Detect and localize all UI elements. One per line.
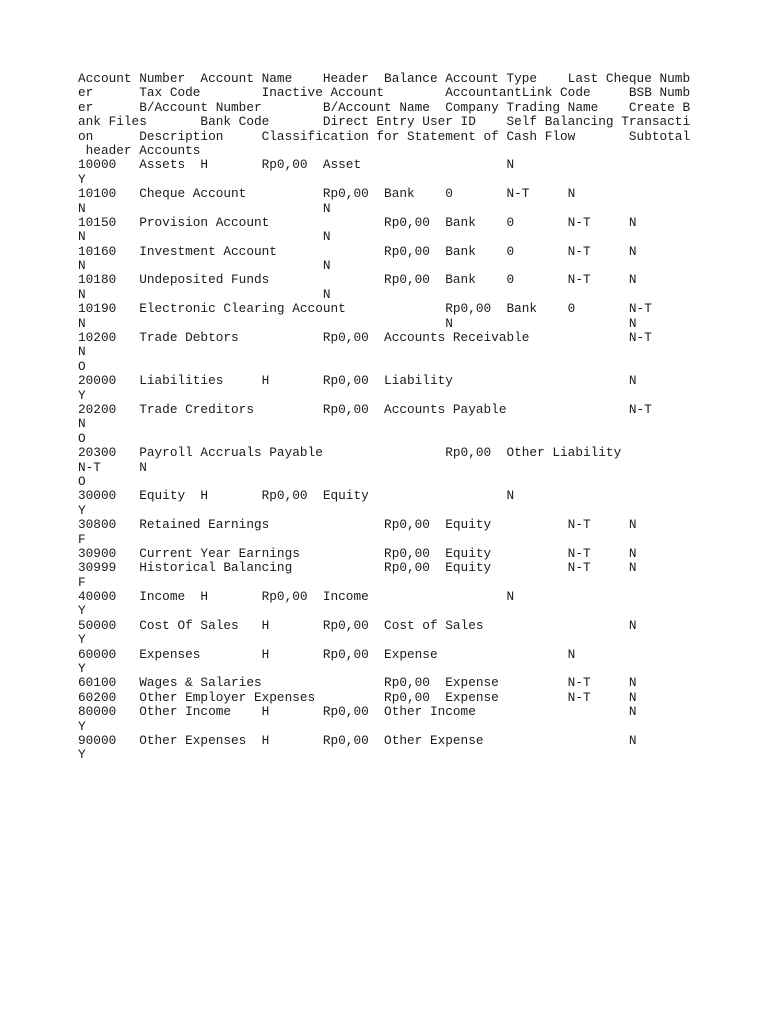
- account-row: N N: [78, 258, 331, 274]
- account-row: Y: [78, 718, 86, 734]
- account-row: Y: [78, 171, 86, 187]
- account-row: 20300 Payroll Accruals Payable Rp0,00 Other Liability: [78, 445, 622, 461]
- account-row: 80000 Other Income H Rp0,00 Other Income N: [78, 704, 637, 720]
- account-row: 40000 Income H Rp0,00 Income N: [78, 589, 515, 605]
- account-row: N: [78, 344, 86, 360]
- account-row: Y: [78, 747, 86, 763]
- account-row: 30800 Retained Earnings Rp0,00 Equity N-T N: [78, 517, 637, 533]
- account-row: 30999 Historical Balancing Rp0,00 Equity N-T N: [78, 560, 637, 576]
- account-row: 20000 Liabilities H Rp0,00 Liability N: [78, 373, 637, 389]
- header-line: header Accounts: [78, 142, 201, 158]
- account-row: N N: [78, 286, 331, 302]
- account-row: O: [78, 430, 86, 446]
- header-line: er Tax Code Inactive Account AccountantLink Code BSB Numb: [78, 85, 691, 101]
- account-row: 10000 Assets H Rp0,00 Asset N: [78, 157, 515, 173]
- account-row: 10160 Investment Account Rp0,00 Bank 0 N-T N: [78, 243, 637, 259]
- account-row: 60000 Expenses H Rp0,00 Expense N: [78, 646, 576, 662]
- account-row: 10150 Provision Account Rp0,00 Bank 0 N-T N: [78, 214, 637, 230]
- account-row: 10190 Electronic Clearing Account Rp0,00 Bank 0 N-T: [78, 301, 652, 317]
- account-row: N N N: [78, 315, 637, 331]
- account-row: Y: [78, 603, 86, 619]
- account-row: 10180 Undeposited Funds Rp0,00 Bank 0 N-T N: [78, 272, 637, 288]
- account-row: O: [78, 473, 86, 489]
- header-line: on Description Classification for Statement of Cash Flow Subtotal: [78, 128, 691, 144]
- header-line: er B/Account Number B/Account Name Company Trading Name Create B: [78, 99, 691, 115]
- account-row: 30900 Current Year Earnings Rp0,00 Equity N-T N: [78, 545, 637, 561]
- account-row: 10100 Cheque Account Rp0,00 Bank 0 N-T N: [78, 186, 576, 202]
- account-row: F: [78, 531, 86, 547]
- account-row: 60200 Other Employer Expenses Rp0,00 Expense N-T N: [78, 689, 637, 705]
- document-page: [78, 72, 698, 763]
- account-row: N-T N: [78, 459, 147, 475]
- account-row: O: [78, 358, 86, 374]
- account-row: 90000 Other Expenses H Rp0,00 Other Expense N: [78, 732, 637, 748]
- account-row: Y: [78, 661, 86, 677]
- account-row: Y: [78, 387, 86, 403]
- header-line: ank Files Bank Code Direct Entry User ID Self Balancing Transacti: [78, 114, 691, 130]
- account-row: Y: [78, 502, 86, 518]
- account-row: 60100 Wages & Salaries Rp0,00 Expense N-T N: [78, 675, 637, 691]
- account-row: 10200 Trade Debtors Rp0,00 Accounts Receivable N-T: [78, 330, 652, 346]
- account-row: N N: [78, 200, 331, 216]
- account-row: N: [78, 416, 86, 432]
- account-row: 50000 Cost Of Sales H Rp0,00 Cost of Sales N: [78, 617, 637, 633]
- account-row: N N: [78, 229, 331, 245]
- account-row: 20200 Trade Creditors Rp0,00 Accounts Payable N-T: [78, 401, 652, 417]
- account-row: Y: [78, 632, 86, 648]
- account-row: 30000 Equity H Rp0,00 Equity N: [78, 488, 515, 504]
- header-line: Account Number Account Name Header Balance Account Type Last Cheque Numb: [78, 71, 691, 86]
- account-row: F: [78, 574, 86, 590]
